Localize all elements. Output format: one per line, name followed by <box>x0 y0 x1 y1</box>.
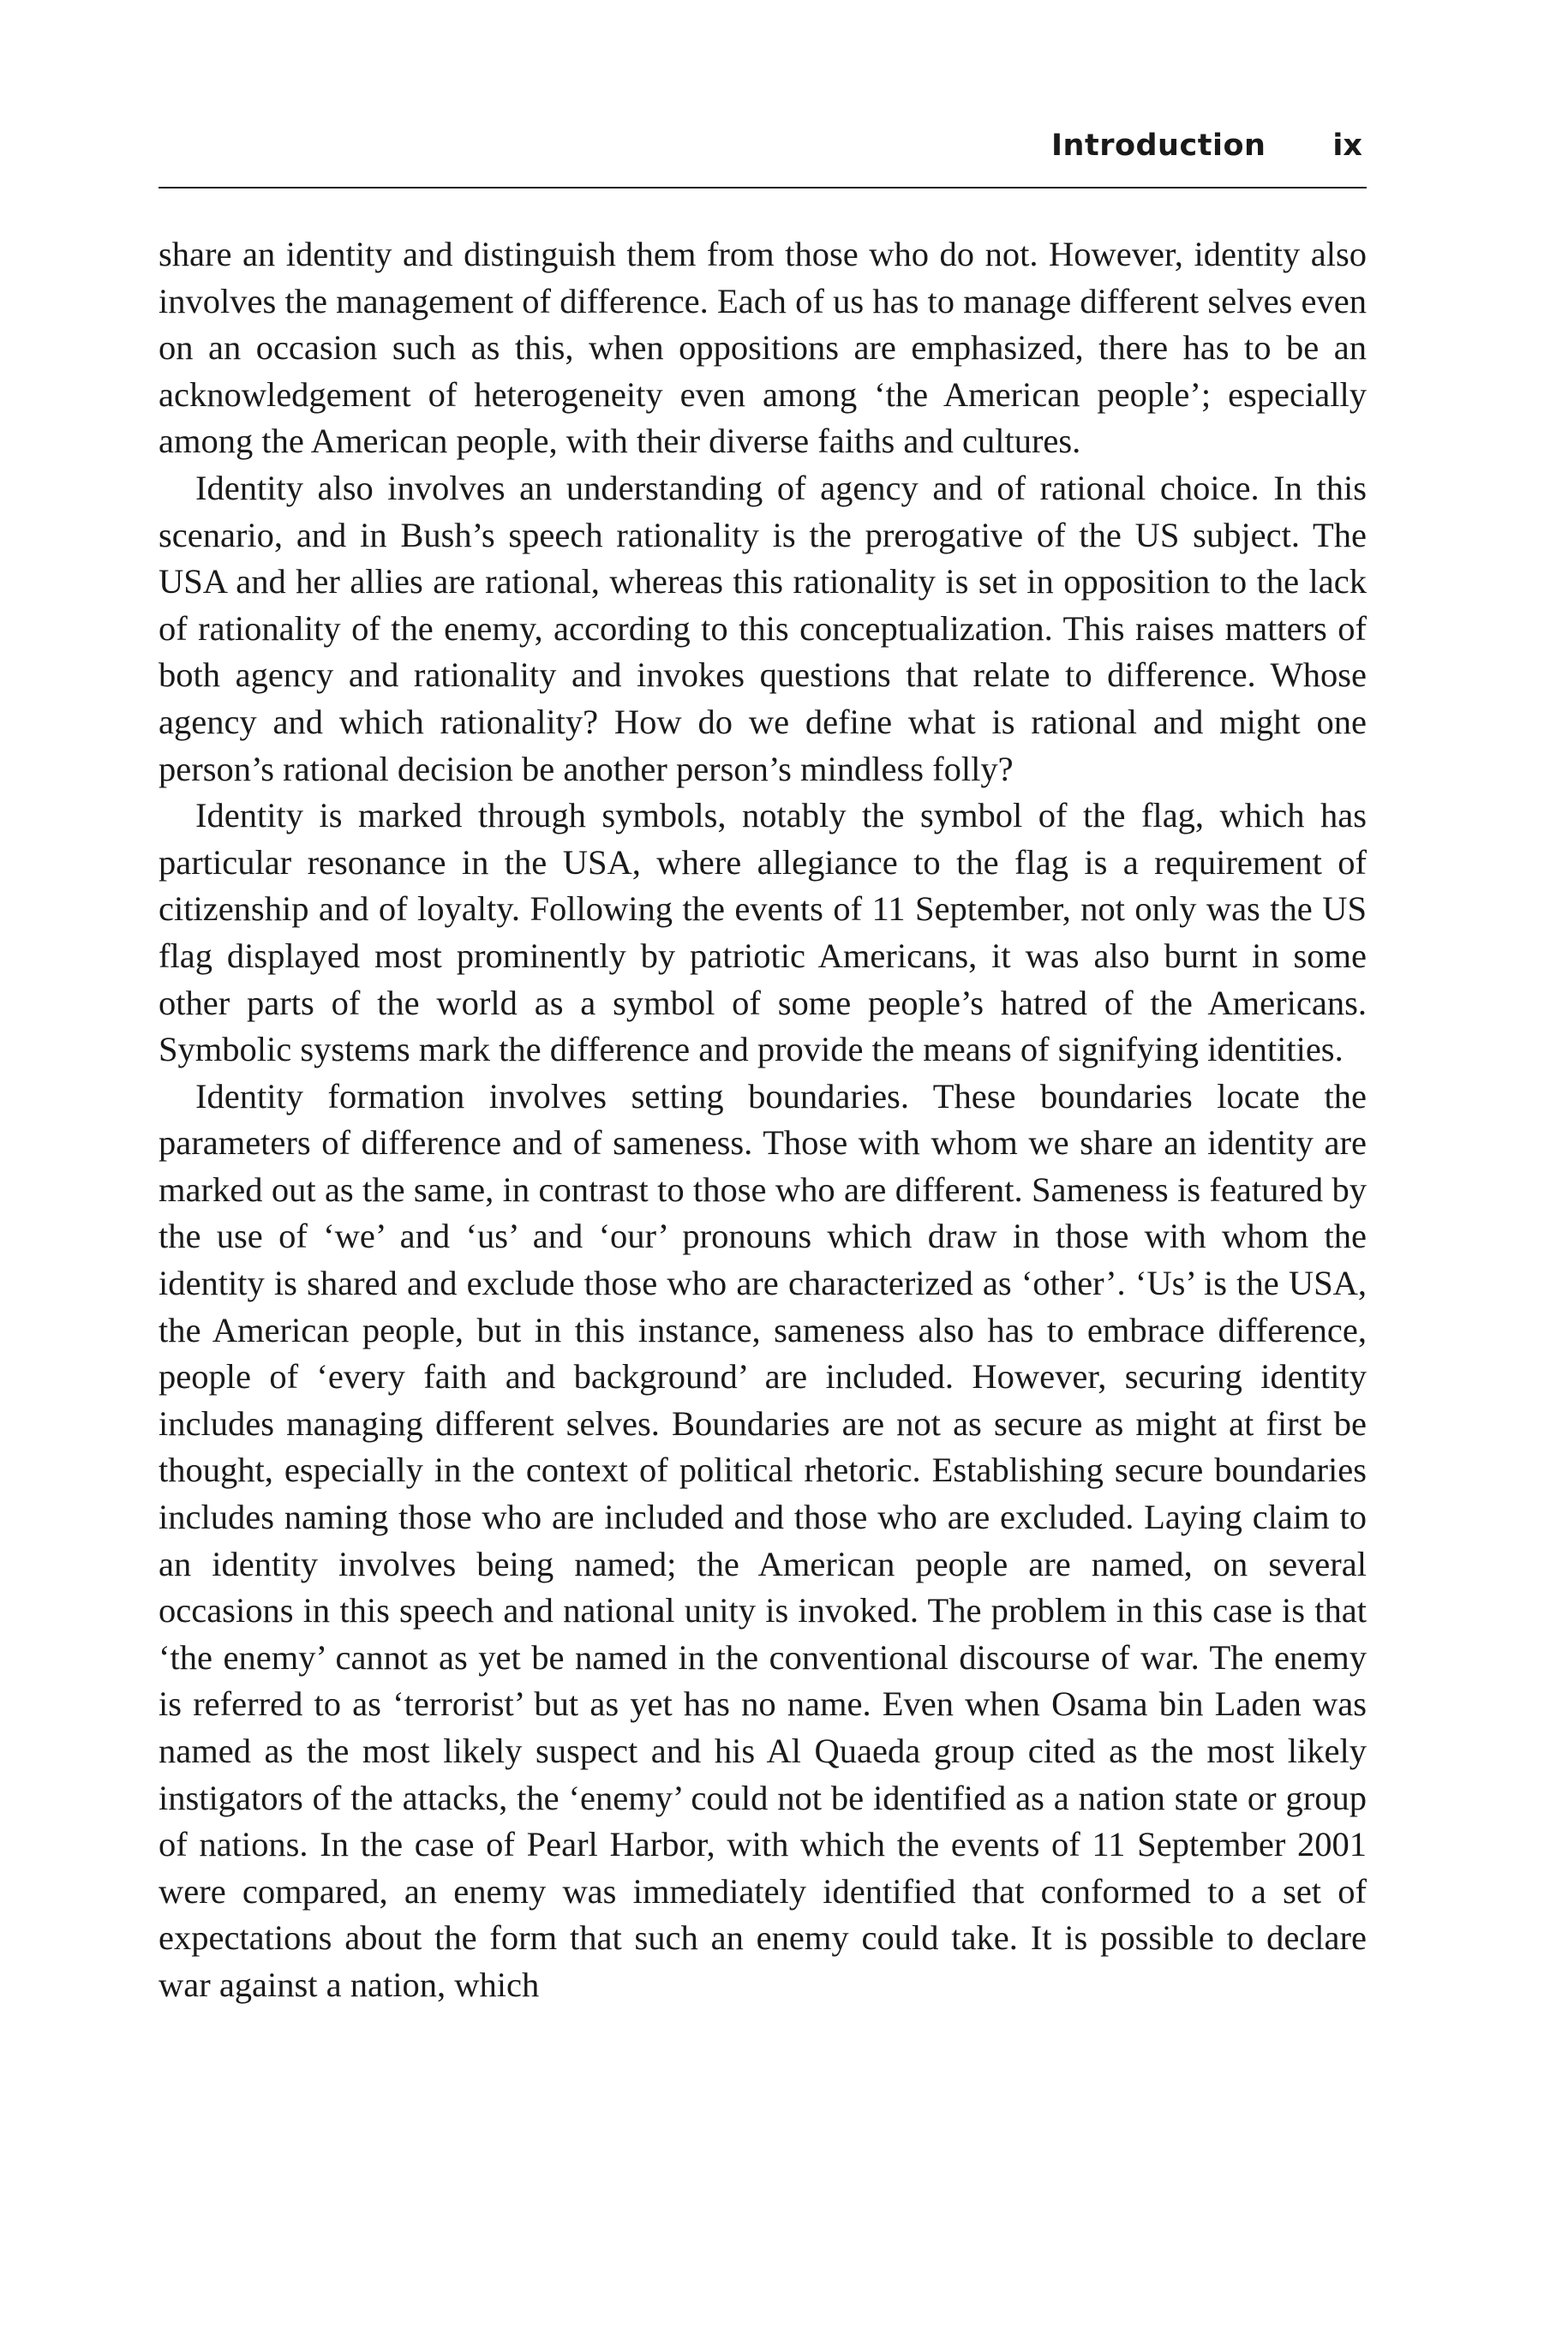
paragraph-2: Identity also involves an understanding of agency and of rational choice. In this scenario, and in Bush’s speech rationality is the prerogative of the US subject. The USA and her allies are rational, whereas this rationality is set in opposition to the lack of rationality of the enemy, according to this conceptualization. This raises matters of both agency and rationality and invokes questions that relate to difference. Whose agency and which rationality? How do we define what is rational and might one person’s rational decision be another person’s mindless folly? <box>159 468 1367 788</box>
paragraph-3: Identity is marked through symbols, notably the symbol of the flag, which has particular resonance in the USA, where allegiance to the flag is a requirement of citizenship and of loyalty. Following the events of 11 September, not only was the US flag displayed most prominently by patriotic Americans, it was also burnt in some other parts of the world as a symbol of some people’s hatred of the Americans. Symbolic systems mark the difference and provide the means of signifying identities. <box>159 796 1367 1069</box>
paragraph-4: Identity formation involves setting boundaries. These boundaries locate the parameters of difference and of sameness. Those with whom we share an identity are marked out as the same, in contrast to those who are different. Sameness is featured by the use of ‘we’ and ‘us’ and ‘our’ pronouns which draw in those with whom the identity is shared and exclude those who are characterized as ‘other’. ‘Us’ is the USA, the American people, but in this instance, sameness also has to embrace difference, people of ‘every faith and background’ are included. However, securing identity includes managing different selves. Boundaries are not as secure as might at first be thought, especially in the context of political rhetoric. Establishing secure boundaries includes naming those who are included and those who are excluded. Laying claim to an identity involves being named; the American people are named, on several occasions in this speech and national unity is invoked. The problem in this case is that ‘the enemy’ cannot as yet be named in the conventional discourse of war. The enemy is referred to as ‘terrorist’ but as yet has no name. Even when Osama bin Laden was named as the most likely suspect and his Al Quaeda group cited as the most likely instigators of the attacks, the ‘enemy’ could not be identified as a nation state or group of nations. In the case of Pearl Harbor, with which the events of 11 September 2001 were compared, an enemy was immediately identified that conformed to a set of expectations about the form that such an enemy could take. It is possible to declare war against a nation, which <box>159 1076 1367 2004</box>
paragraph-1: share an identity and distinguish them from those who do not. However, identity also involves the management of difference. Each of us has to manage different selves even on an occasion such as this, when oppositions are emphasized, there has to be an acknowledgement of heterogeneity even among ‘the American people’; especially among the American people, with their diverse faiths and cultures. <box>159 235 1367 461</box>
page-number: ix <box>1332 129 1362 163</box>
body-text <box>159 231 1367 2009</box>
running-head-section-title: Introduction <box>1051 129 1266 163</box>
running-head <box>159 129 1367 180</box>
book-page <box>159 129 1367 2009</box>
header-rule <box>159 187 1367 188</box>
